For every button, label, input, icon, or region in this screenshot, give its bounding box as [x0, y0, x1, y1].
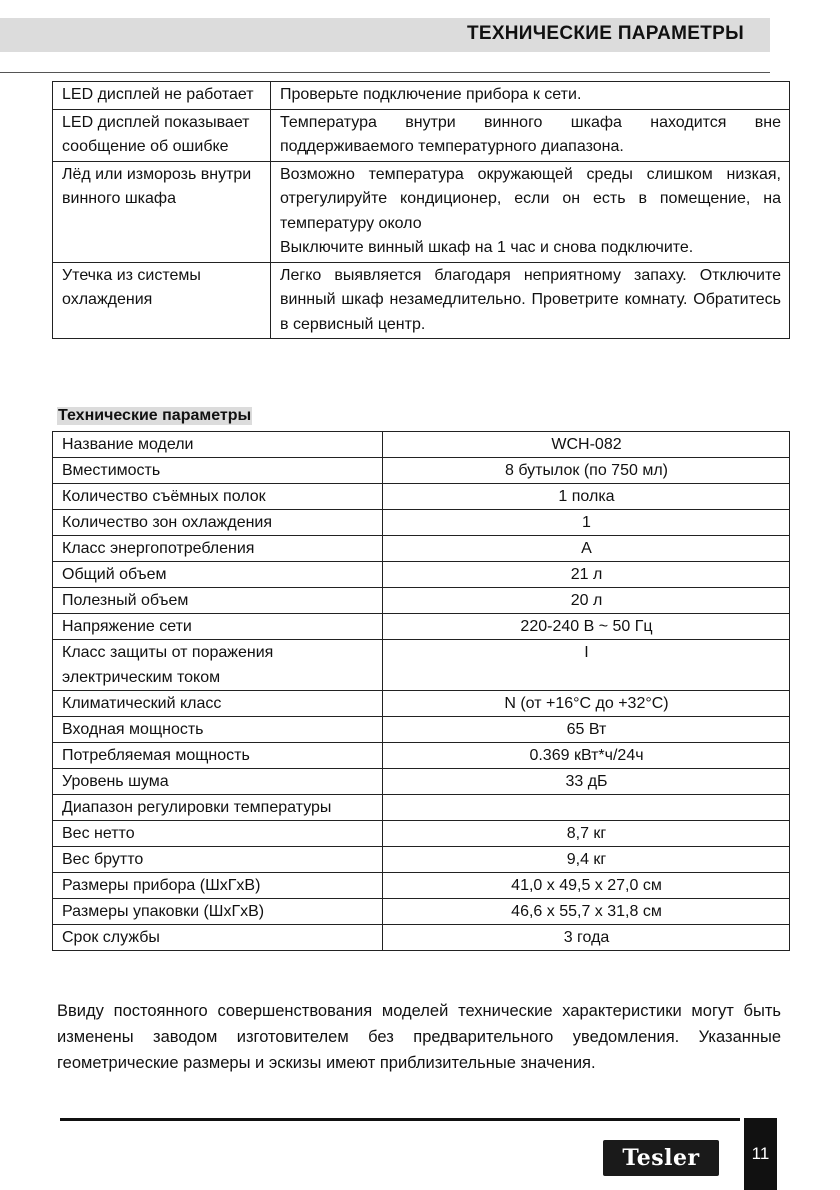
spec-label: Класс защиты от поражения электрическим током	[53, 640, 383, 691]
spec-label: Количество съёмных полок	[53, 484, 383, 510]
specs-table	[52, 431, 790, 951]
spec-label: Потребляемая мощность	[53, 743, 383, 769]
spec-value: 220-240 В ~ 50 Гц	[383, 614, 790, 640]
spec-value: A	[383, 536, 790, 562]
table-row	[53, 262, 790, 339]
table-row	[53, 161, 790, 262]
table-row	[53, 717, 790, 743]
solution-cell: Проверьте подключение прибора к сети.	[271, 82, 790, 110]
spec-label: Общий объем	[53, 562, 383, 588]
table-row	[53, 588, 790, 614]
header-band	[0, 18, 770, 52]
spec-value: 0.369 кВт*ч/24ч	[383, 743, 790, 769]
spec-label: Вес нетто	[53, 821, 383, 847]
spec-value: 41,0 x 49,5 x 27,0 см	[383, 873, 790, 899]
disclaimer-note: Ввиду постоянного совершенствования моделей технические характеристики могут быть изменены заводом изготовителем без предварительного уведомления. Указанные геометрические размеры и эскизы имеют приблизительные значения.	[57, 1002, 781, 1072]
spec-label: Размеры прибора (ШхГхВ)	[53, 873, 383, 899]
table-row	[53, 925, 790, 951]
table-row	[53, 769, 790, 795]
table-row	[53, 432, 790, 458]
table-row	[53, 484, 790, 510]
spec-label: Количество зон охлаждения	[53, 510, 383, 536]
spec-value: 20 л	[383, 588, 790, 614]
spec-label: Диапазон регулировки температуры	[53, 795, 383, 821]
spec-value: WCH-082	[383, 432, 790, 458]
header-divider	[0, 72, 770, 73]
spec-value: 21 л	[383, 562, 790, 588]
problem-cell: LED дисплей показывает сообщение об ошибке	[53, 109, 271, 161]
problem-cell: Лёд или изморозь внутри винного шкафа	[53, 161, 271, 262]
table-row	[53, 743, 790, 769]
table-row	[53, 82, 790, 110]
spec-label: Входная мощность	[53, 717, 383, 743]
table-row	[53, 640, 790, 691]
table-row	[53, 562, 790, 588]
spec-value: 1	[383, 510, 790, 536]
footer-divider	[60, 1118, 740, 1121]
table-row	[53, 109, 790, 161]
solution-cell	[271, 161, 790, 262]
spec-value: 33 дБ	[383, 769, 790, 795]
spec-value: 8 бутылок (по 750 мл)	[383, 458, 790, 484]
spec-label: Напряжение сети	[53, 614, 383, 640]
spec-value: 46,6 x 55,7 x 31,8 см	[383, 899, 790, 925]
table-row	[53, 821, 790, 847]
table-row	[53, 847, 790, 873]
spec-label: Название модели	[53, 432, 383, 458]
solution-cell: Легко выявляется благодаря неприятному запаху. Отключите винный шкаф незамедлительно. Проветрите комнату. Обратитесь в сервисный центр.	[271, 262, 790, 339]
spec-value: 65 Вт	[383, 717, 790, 743]
spec-label: Полезный объем	[53, 588, 383, 614]
spec-label: Вес брутто	[53, 847, 383, 873]
section-title: Технические параметры	[58, 407, 252, 424]
spec-value: 8,7 кг	[383, 821, 790, 847]
table-row	[53, 614, 790, 640]
spec-value: N (от +16°C до +32°C)	[383, 691, 790, 717]
brand-logo: Tesler	[603, 1140, 719, 1176]
spec-value: 3 года	[383, 925, 790, 951]
spec-label: Класс энергопотребления	[53, 536, 383, 562]
table-row	[53, 536, 790, 562]
troubleshooting-table	[52, 81, 790, 339]
spec-value: 9,4 кг	[383, 847, 790, 873]
spec-label: Срок службы	[53, 925, 383, 951]
table-row	[53, 873, 790, 899]
spec-label: Вместимость	[53, 458, 383, 484]
solution-cell: Температура внутри винного шкафа находится вне поддерживаемого температурного диапазона.	[271, 109, 790, 161]
spec-value	[383, 795, 790, 821]
problem-cell: LED дисплей не работает	[53, 82, 271, 110]
solution-extra-text: Выключите винный шкаф на 1 час и снова подключите.	[280, 239, 694, 256]
spec-value: 1 полка	[383, 484, 790, 510]
spec-label: Размеры упаковки (ШхГхВ)	[53, 899, 383, 925]
spec-label: Климатический класс	[53, 691, 383, 717]
spec-value: I	[383, 640, 790, 691]
table-row	[53, 458, 790, 484]
page-number: 11	[744, 1118, 777, 1190]
problem-cell: Утечка из системы охлаждения	[53, 262, 271, 339]
page-title: ТЕХНИЧЕСКИЕ ПАРАМЕТРЫ	[466, 23, 744, 44]
table-row	[53, 795, 790, 821]
table-row	[53, 510, 790, 536]
spec-label: Уровень шума	[53, 769, 383, 795]
table-row	[53, 691, 790, 717]
solution-text: Возможно температура окружающей среды слишком низкая, отрегулируйте кондиционер, если он есть в помещение, на температуру около	[280, 165, 781, 232]
table-row	[53, 899, 790, 925]
